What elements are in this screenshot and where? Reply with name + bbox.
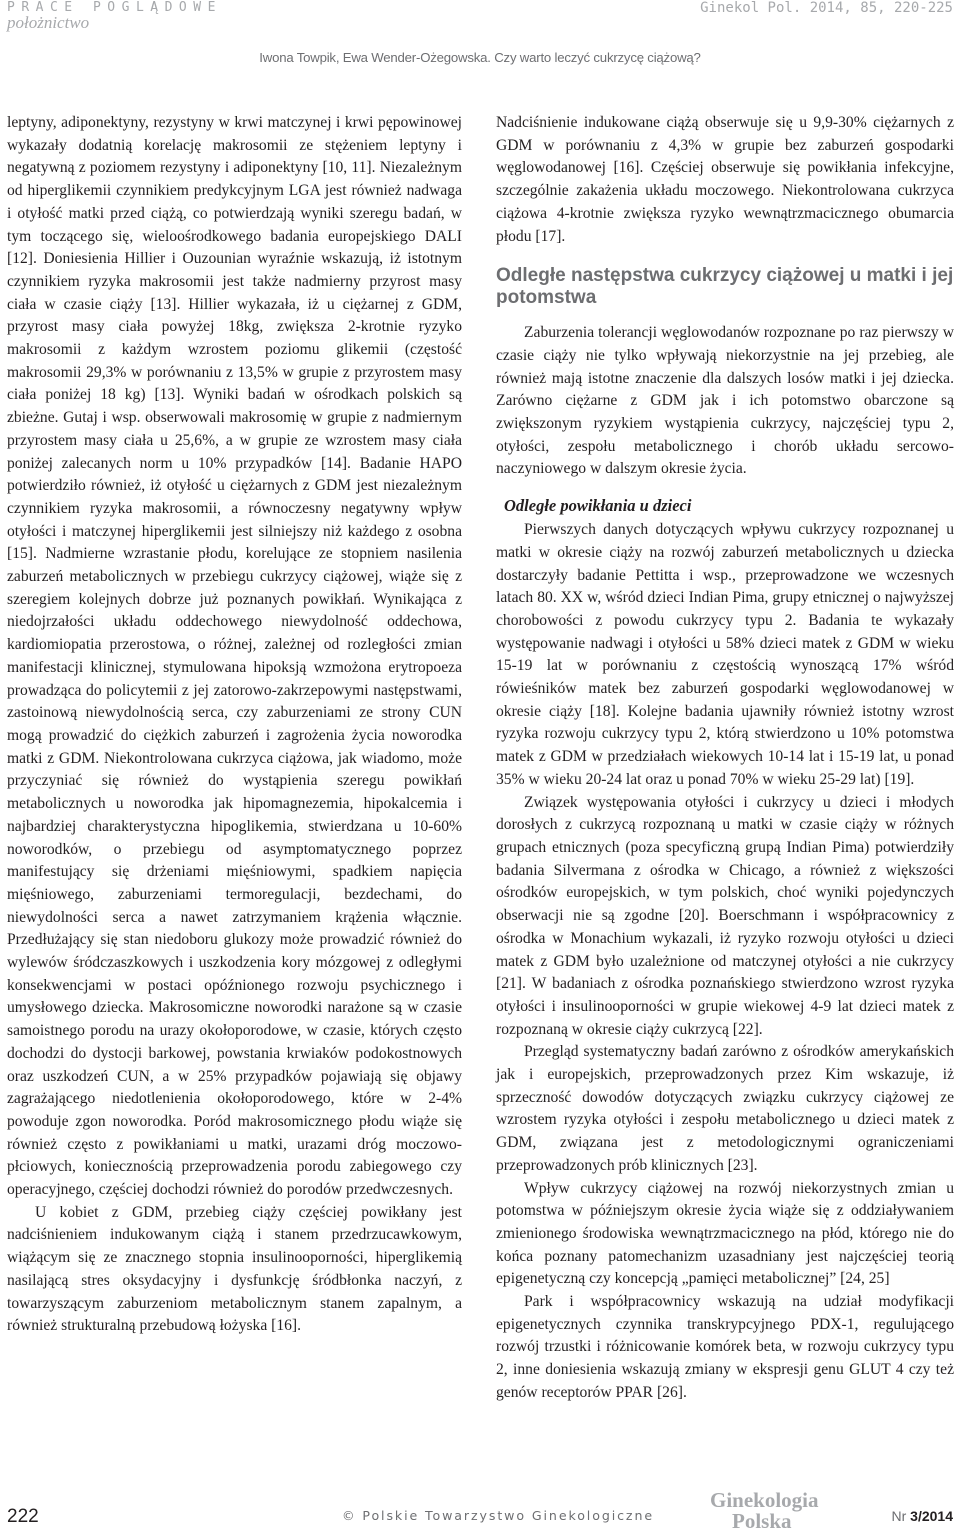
body-paragraph: Nadciśnienie indukowane ciążą obserwuje się u 9,9-30% ciężarnych z GDM w porównaniu z 4,3% w grupie bez zaburzeń gospodarki węglowodanowej [16]. Częściej obserwuje się powikłania infekcyjne, szczególnie zakażenia układu moczowego. Niekontrolowana cukrzyca ciążowa 4-krotnie zwiększa ryzyko wewnątrzmacicznego obumarcia płodu [17]. xyxy=(496,114,954,245)
body-paragraph: Pierwszych danych dotyczących wpływu cukrzycy rozpoznanej u matki w okresie ciąży na rozwój zaburzeń metabolicznych u dziecka dostarczyły badanie Pettitta i wsp., przeprowadzone we wczesnych latach 80. XX w, wśród dzieci Indian Pima, grupy etnicznej o najwyższej chorobowości z powodu cukrzycy typu 2. Badania te wykazały występowanie nadwagi i otyłości u 58% dzieci matek z GDM w wieku 15-19 lat w porównaniu z częstością wynoszącą 17% wśród rówieśników matek bez zaburzeń gospodarki węglowodanowej w okresie ciąży [18]. Kolejne badania ujawniły również istotny wzrost ryzyka rozwoju cukrzycy typu 2, którą stwierdzono u 10% potomstwa matek z GDM w przedziałach wiekowych 10-14 lat i 15-19 lat, u ponad 35% w wieku 20-24 lat oraz u ponad 70% w wieku 25-29 lat) [19]. xyxy=(496,521,954,788)
journal-reference: Ginekol Pol. 2014, 85, 220-225 xyxy=(700,0,953,16)
right-column xyxy=(496,112,954,1405)
body-paragraph: Przegląd systematyczny badań zarówno z ośrodków amerykańskich jak i europejskich, przeprowadzonych przez Kim wskazuje, iż sprzeczność dowodów dotyczących związku cukrzycy ciążowej ze wzrostem ryzyka otyłości i zespołu metabolicznego u dzieci matek z GDM, związana jest z metodologicznymi ograniczeniami przeprowadzonych prób klinicznych [23]. xyxy=(496,1043,954,1174)
body-paragraph: U kobiet z GDM, przebieg ciąży częściej powikłany jest nadciśnieniem indukowanym ciążą i stanem przedrzucawkowym, wiążącym się ze znacznego stopnia insulinooporności, hiperglikemią nasilającą stres oksydacyjny i dysfunkcję śródbłonka naczyń, z towarzyszącym zaburzeniom metabolicznym stanem zapalnym, a również strukturalną przebudową łożyska [16]. xyxy=(7,1203,462,1335)
subsection-label: położnictwo xyxy=(7,13,90,32)
body-paragraph: leptyny, adiponektyny, rezystyny w krwi matczynej i krwi pępowinowej wykazały dodatnią korelację makrosomii ze stężeniem leptyny i negatywną z poziomem rezystyny i adiponektyny [10, 11]. Niezależnym od hiperglikemii czynnikiem predykcyjnym LGA jest również nadwaga i otyłość matki przed ciążą, co potwierdzają wyniki szeregu badań, w tym toczącego się, wieloośrodkowego badania europejskiego DALI [12]. Doniesienia Hillier i Ouzounian wyraźnie wskazują, iż istotnym czynnikiem ryzyka makrosomii jest także nadmierny przyrost masy ciała w czasie ciąży [13]. Hillier wykazała, iż u ciężarnej z GDM, przyrost masy ciała powyżej 18kg, zwiększa 2-krotnie ryzyko makrosomii z każdym wzrostem poziomu glikemii (częstość makrosomii 29,3% w porównaniu z 13,5% w grupie z przyrostem masy ciała poniżej 18 kg) [13]. Wyniki badań w ośrodkach polskich są zbieżne. Gutaj i wsp. obserwowali makrosomię w grupie z nadmiernym przyrostem masy ciała u 25,6%, a w grupie ze wzrostem masy ciała poniżej zalecanych norm u 10% przypadków [14]. Badanie HAPO potwierdziło również, iż otyłość u ciężarnych z GDM jest niezależnym czynnikiem ryzyka makrosomii, a równoczesny negatywny wpływ otyłości i matczynej hiperglikemii jest silniejszy niż każdego z osobna [15]. Nadmierne wzrastanie płodu, korelujące ze stopniem nasilenia zaburzeń metabolicznych w przebiegu cukrzycy ciążowej, wiąże się z szeregiem kolejnych dobrze już poznanych powikłań. Wynikająca z niedojrzałości układu oddechowego niewydolność oddechowa, kardiomiopatia przerostowa, o różnej, zależnej od rozległości zmian manifestacji klinicznej, stymulowana hipoksją wzmożona erytropoeza prowadząca do policytemii z jej zatorowo-zakrzepowymi następstwami, zastoinową niewydolnością serca, czy zaburzeniami ze strony CUN mogą prowadzić do ciężkich zaburzeń i zagrożenia życia noworodka matki z GDM. Niekontrolowana cukrzyca ciążowa, jak wiadomo, może przyczyniać się również do wystąpienia szeregu powikłań metabolicznych u noworodka jak hipomagnezemia, hipokalcemia i najbardziej charakterystyczna hipoglikemia, stwierdzana u 10-60% noworodków, o przebiegu od asymptomatycznego poprzez manifestujący się drżeniami mięśniowymi, spadkiem napięcia mięśniowego, zaburzeniami termoregulacji, bezdechami, do niewydolności serca a nawet zatrzymaniem krążenia włącznie. Przedłużający się stan niedoboru glukozy może prowadzić również do wylewów śródczaszkowych i uszkodzenia kory mózgowej z odległymi konsekwencjami w postaci opóźnionego rozwoju psychicznego i umysłowego dziecka. Makrosomiczne noworodki narażone są w czasie samoistnego porodu na urazy okołoporodowe, w czasie, których często dochodzi do dystocji barkowej, powstania krwiaków podokostnowych oraz uszkodzeń CUN, a w 25% przypadków pojawiają się objawy zagrażającego niedotlenienia okołoporodowego, które w 2-4% powoduje zgon noworodka. Poród makrosomicznego płodu wiąże się również często z powikłaniami u matki, urazami dróg moczowo-płciowych, koniecznością przeprowadzenia porodu zabiegowego czy operacyjnego, częściej dochodzi również do porodów przedwczesnych. xyxy=(7,114,462,1199)
running-head: Iwona Towpik, Ewa Wender-Ożegowska. Czy warto leczyć cukrzycę ciążową? xyxy=(259,50,701,65)
issue-value: 3/2014 xyxy=(910,1508,953,1524)
section-label: PRACE POGLĄDOWE xyxy=(7,0,222,15)
logo-line-2: Polska xyxy=(732,1509,792,1533)
issue-number xyxy=(892,1508,954,1524)
body-paragraph: Wpływ cukrzycy ciążowej na rozwój niekorzystnych zmian u potomstwa w późniejszym okresie życia wiąże się z oddziaływaniem zmienionego środowiska wewnątrzmacicznego na płód, którego nie do końca poznany patomechanizm uzasadniany jest najczęściej teorią epigenetyczną czy koncepcją „pamięci metabolicznej” [24, 25] xyxy=(496,1179,954,1288)
body-paragraph: Zaburzenia tolerancji węglowodanów rozpoznane po raz pierwszy w czasie ciąży nie tylko wpływają niekorzystnie na jej przebieg, ale również mają istotne znaczenie dla dalszych losów matki i jej dziecka. Zarówno ciężarne z GDM jak i ich potomstwo obarczone są zwiększonym ryzykiem wystąpienia cukrzycy, najczęściej typu 2, otyłości, zespołu metabolicznego i chorób układu sercowo-naczyniowego w dalszym okresie życia. xyxy=(496,324,954,478)
issue-label: Nr xyxy=(891,1508,907,1524)
subsection-heading: Odległe powikłania u dzieci xyxy=(504,496,692,516)
body-paragraph: Związek występowania otyłości i cukrzycy u dzieci i młodych dorosłych z cukrzycą rozpoznaną u matki w czasie ciąży w różnych grupach etnicznych (poza specyficzną grupą Indian Pima) potwierdziły badania Silvermana z ośrodka w Chicago, a również z większości ośrodków europejskich, w tym polskich, choć wyniki pojedynczych obserwacji nie są zgodne [20]. Boerschmann i współpracownicy z ośrodka w Monachium wykazali, iż ryzyko rozwoju otyłości u dzieci matek z GDM było uzależnione od matczynej otyłości a nie cukrzycy [21]. W badaniach z ośrodka poznańskiego stwierdzono wzrost ryzyka otyłości i insulinooporności w grupie wiekowej 4-9 lat dzieci matek z rozpoznaną w okresie ciąży cukrzycą [22]. xyxy=(496,793,954,1038)
body-paragraph: Park i współpracownicy wskazują na udział modyfikacji epigenetycznych czynnika transkrypcyjnego PDX-1, regulującego rozwój trzustki i różnicowanie komórek beta, w rozwoju cukrzycy typu 2, inne doniesienia wskazują zmiany w ekspresji genu GLUT 4 czy też genów receptorów PPAR [26]. xyxy=(496,1293,954,1401)
section-heading: Odległe następstwa cukrzycy ciążowej u matki i jej potomstwa xyxy=(496,265,954,309)
page-number: 222 xyxy=(7,1506,39,1527)
logo-line-1: Ginekologia xyxy=(710,1488,819,1512)
copyright-notice: © Polskie Towarzystwo Ginekologiczne xyxy=(342,1508,654,1523)
left-column xyxy=(7,112,462,1338)
journal-logo xyxy=(710,1490,840,1532)
